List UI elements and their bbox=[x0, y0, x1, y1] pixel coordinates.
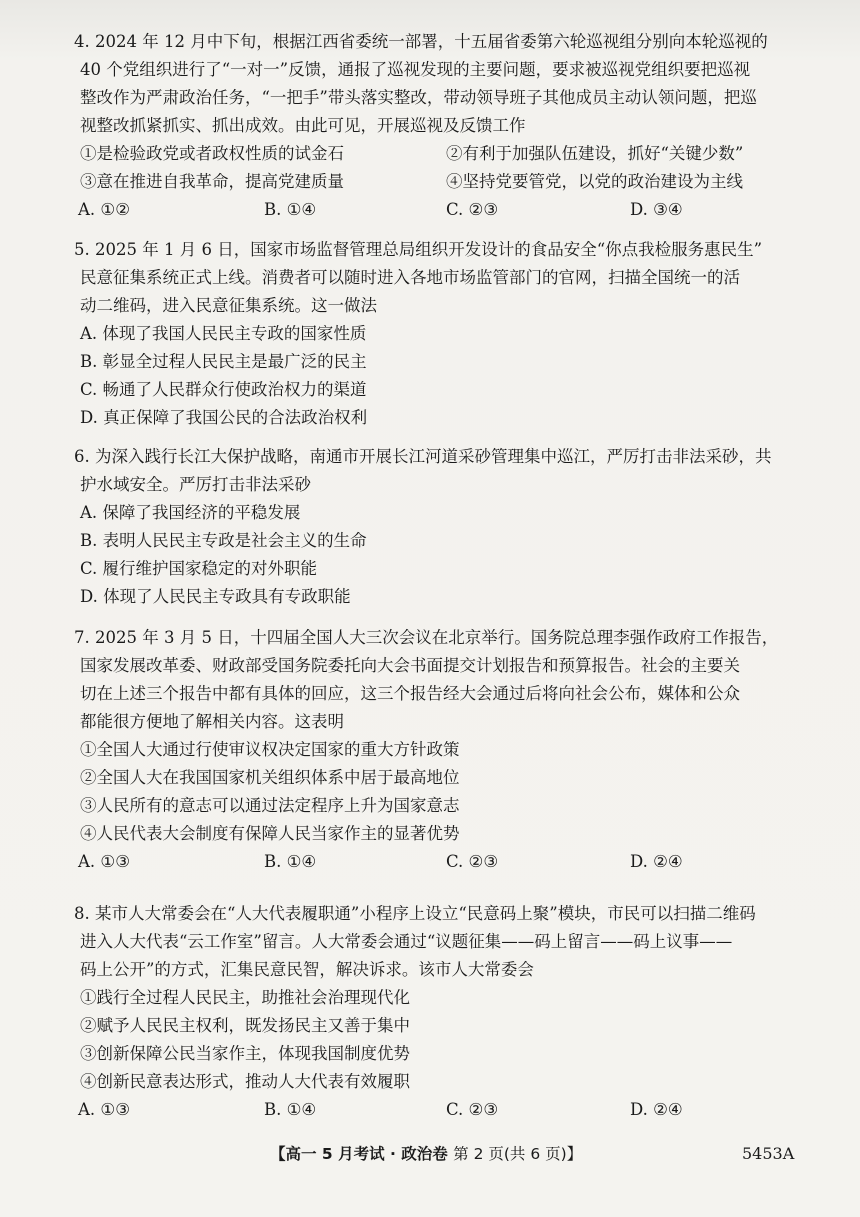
question-4 bbox=[74, 28, 814, 224]
statement-1: ①践行全过程人民民主，助推社会治理现代化 bbox=[80, 988, 410, 1007]
statement-2: ②有利于加强队伍建设，抓好“关键少数” bbox=[446, 144, 744, 163]
page-number: 第 2 页(共 6 页)】 bbox=[453, 1145, 583, 1163]
statement-3: ③意在推进自我革命，提高党建质量 bbox=[80, 172, 344, 191]
statement-3: ③创新保障公民当家作主，体现我国制度优势 bbox=[80, 1044, 410, 1063]
option-a: A. 体现了我国人民民主专政的国家性质 bbox=[80, 324, 367, 343]
answer-choices bbox=[74, 848, 814, 876]
question-stem-line: 都能很方便地了解相关内容。这表明 bbox=[80, 712, 344, 731]
choice-d: D. ②④ bbox=[630, 852, 683, 871]
statement-4: ④人民代表大会制度有保障人民当家作主的显著优势 bbox=[80, 824, 460, 843]
option-d: D. 体现了人民民主专政具有专政职能 bbox=[80, 587, 351, 606]
option-b: B. 彰显全过程人民民主是最广泛的民主 bbox=[80, 352, 367, 371]
statement-4: ④创新民意表达形式，推动人大代表有效履职 bbox=[80, 1072, 410, 1091]
statement-2: ②赋予人民民主权利，既发扬民主又善于集中 bbox=[80, 1016, 410, 1035]
question-stem-line: 4. 2024 年 12 月中下旬，根据江西省委统一部署，十五届省委第六轮巡视组分别向本轮巡视的 bbox=[74, 32, 768, 51]
question-stem-line: 整改作为严肃政治任务，“一把手”带头落实整改，带动领导班子其他成员主动认领问题，把巡 bbox=[80, 88, 757, 107]
question-stem-line: 护水域安全。严厉打击非法采砂 bbox=[80, 475, 311, 494]
question-6 bbox=[74, 443, 814, 611]
question-stem-line: 动二维码，进入民意征集系统。这一做法 bbox=[80, 296, 377, 315]
statement-1: ①全国人大通过行使审议权决定国家的重大方针政策 bbox=[80, 740, 460, 759]
choice-c: C. ②③ bbox=[446, 1100, 499, 1119]
question-stem-line: 视整改抓紧抓实、抓出成效。由此可见，开展巡视及反馈工作 bbox=[80, 116, 526, 135]
question-stem-line: 民意征集系统正式上线。消费者可以随时进入各地市场监管部门的官网，扫描全国统一的活 bbox=[80, 268, 740, 287]
choice-b: B. ①④ bbox=[264, 852, 317, 871]
option-a: A. 保障了我国经济的平稳发展 bbox=[80, 503, 301, 522]
question-stem-line: 40 个党组织进行了“一对一”反馈，通报了巡视发现的主要问题，要求被巡视党组织要把巡视 bbox=[80, 60, 751, 79]
option-c: C. 畅通了人民群众行使政治权力的渠道 bbox=[80, 380, 367, 399]
statement-row bbox=[74, 168, 814, 196]
choice-c: C. ②③ bbox=[446, 852, 499, 871]
choice-a: A. ①③ bbox=[78, 1100, 130, 1119]
question-stem-line: 8. 某市人大常委会在“人大代表履职通”小程序上设立“民意码上聚”模块，市民可以扫描二维码 bbox=[74, 904, 756, 923]
paper-code: 5453A bbox=[742, 1144, 795, 1163]
statement-row bbox=[74, 140, 814, 168]
statement-3: ③人民所有的意志可以通过法定程序上升为国家意志 bbox=[80, 796, 460, 815]
answer-choices bbox=[74, 196, 814, 224]
question-stem-line: 国家发展改革委、财政部受国务院委托向大会书面提交计划报告和预算报告。社会的主要关 bbox=[80, 656, 740, 675]
option-b: B. 表明人民民主专政是社会主义的生命 bbox=[80, 531, 367, 550]
option-d: D. 真正保障了我国公民的合法政治权利 bbox=[80, 408, 368, 427]
choice-a: A. ①② bbox=[78, 200, 130, 219]
option-c: C. 履行维护国家稳定的对外职能 bbox=[80, 559, 318, 578]
question-stem-line: 码上公开”的方式，汇集民意民智，解决诉求。该市人大常委会 bbox=[80, 960, 534, 979]
statement-2: ②全国人大在我国国家机关组织体系中居于最高地位 bbox=[80, 768, 460, 787]
question-8 bbox=[74, 900, 814, 1124]
answer-choices bbox=[74, 1096, 814, 1124]
exam-title: 【高一 5 月考试 · 政治卷 bbox=[270, 1145, 448, 1163]
choice-d: D. ②④ bbox=[630, 1100, 683, 1119]
choice-a: A. ①③ bbox=[78, 852, 130, 871]
question-7 bbox=[74, 624, 814, 876]
choice-b: B. ①④ bbox=[264, 200, 317, 219]
statement-4: ④坚持党要管党，以党的政治建设为主线 bbox=[446, 172, 743, 191]
question-5 bbox=[74, 236, 814, 432]
question-stem-line: 进入人大代表“云工作室”留言。人大常委会通过“议题征集——码上留言——码上议事—— bbox=[80, 932, 733, 951]
question-stem-line: 6. 为深入践行长江大保护战略，南通市开展长江河道采砂管理集中巡江，严厉打击非法采砂，共 bbox=[74, 447, 772, 466]
choice-b: B. ①④ bbox=[264, 1100, 317, 1119]
statement-1: ①是检验政党或者政权性质的试金石 bbox=[80, 144, 344, 163]
page-footer bbox=[0, 1139, 860, 1169]
footer-title bbox=[270, 1139, 582, 1169]
question-stem-line: 切在上述三个报告中都有具体的回应，这三个报告经大会通过后将向社会公布，媒体和公众 bbox=[80, 684, 740, 703]
question-stem-line: 5. 2025 年 1 月 6 日，国家市场监督管理总局组织开发设计的食品安全“你点我检服务惠民生” bbox=[74, 240, 763, 259]
question-stem-line: 7. 2025 年 3 月 5 日，十四届全国人大三次会议在北京举行。国务院总理李强作政府工作报告， bbox=[74, 628, 779, 647]
choice-c: C. ②③ bbox=[446, 200, 499, 219]
choice-d: D. ③④ bbox=[630, 200, 683, 219]
